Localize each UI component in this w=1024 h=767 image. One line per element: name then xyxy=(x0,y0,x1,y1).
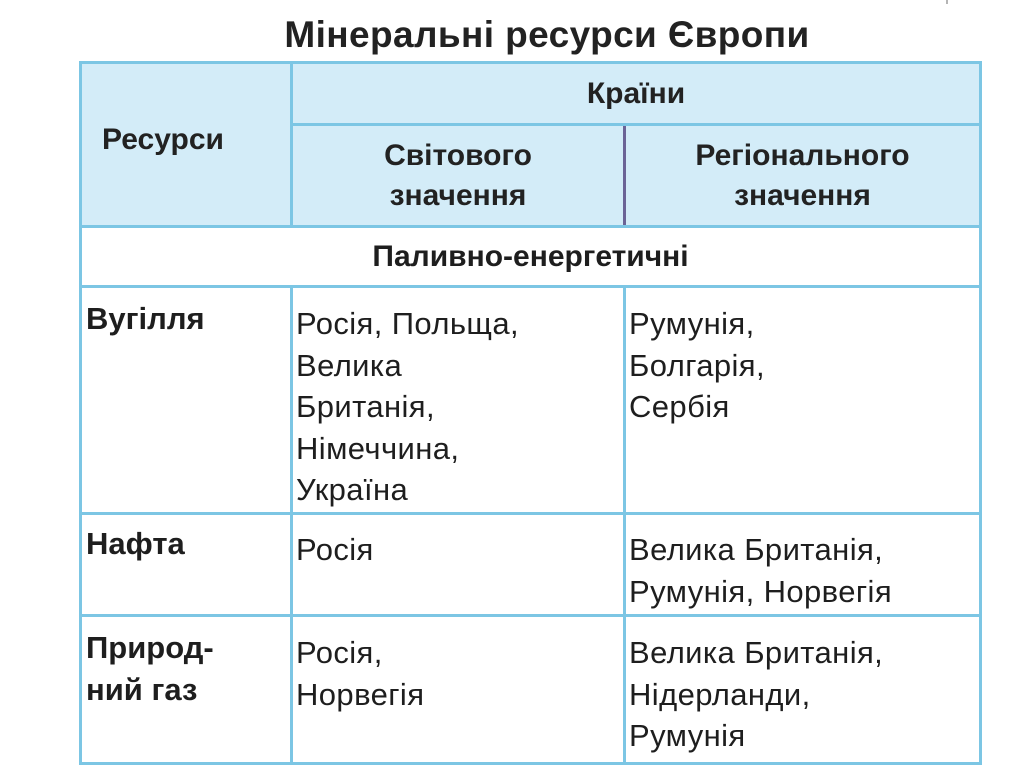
table-row xyxy=(81,287,981,514)
page-title: Мінеральні ресурси Європи xyxy=(284,14,810,55)
global-countries: Росія xyxy=(292,514,625,616)
regional-countries: Велика Британія, Нідерланди, Румунія xyxy=(625,616,981,764)
header-global-significance xyxy=(292,125,625,227)
table-row xyxy=(81,514,981,616)
header-countries: Країни xyxy=(292,63,981,125)
resource-name: Природ- ний газ xyxy=(81,616,292,764)
header-regional-label: Регіонального значення xyxy=(695,138,910,212)
group-row xyxy=(81,227,981,287)
resource-name: Нафта xyxy=(81,514,292,616)
regional-countries: Велика Британія, Румунія, Норвегія xyxy=(625,514,981,616)
header-resources: Ресурси xyxy=(81,63,292,227)
resource-name: Вугілля xyxy=(81,287,292,514)
table-row xyxy=(81,616,981,764)
global-countries: Росія, Норвегія xyxy=(292,616,625,764)
table-header-row xyxy=(81,63,981,125)
global-countries: Росія, Польща, Велика Британія, Німеччина, Україна xyxy=(292,287,625,514)
header-regional-significance xyxy=(625,125,981,227)
header-global-label: Світового значення xyxy=(384,138,532,212)
mineral-resources-table xyxy=(79,61,982,765)
decorative-corner-mark xyxy=(938,0,948,4)
group-fuel-energy: Паливно-енергетичні xyxy=(81,227,981,287)
regional-countries: Румунія, Болгарія, Сербія xyxy=(625,287,981,514)
